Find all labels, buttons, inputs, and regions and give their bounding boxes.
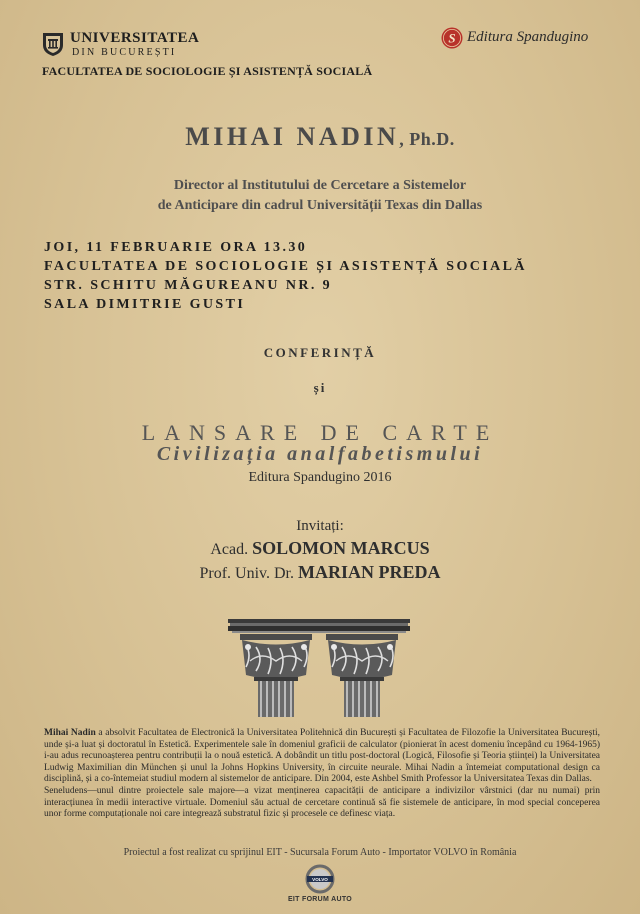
guests-heading: Invitați: <box>296 518 344 534</box>
book-launch-label: LANSARE DE CARTE <box>141 420 499 445</box>
guest-1-name: SOLOMON MARCUS <box>252 538 430 558</box>
corinthian-capitals-illustration <box>228 617 410 717</box>
speaker-role-line-2: de Anticipare din cadrul Universității Texas din Dallas <box>157 198 483 213</box>
volvo-logo-icon <box>304 864 336 894</box>
speaker-heading <box>0 122 640 152</box>
volvo-dealer-label: EIT FORUM AUTO <box>287 896 353 903</box>
sponsor-note: Proiectul a fost realizat cu sprijinul EIT - Sucursala Forum Auto - Importator VOLVO în România <box>123 847 517 858</box>
and-label: și <box>313 380 327 395</box>
guest-1 <box>0 538 640 559</box>
event-venue: FACULTATEA DE SOCIOLOGIE ȘI ASISTENȚĂ SOCIALĂ <box>44 259 527 274</box>
event-room: SALA DIMITRIE GUSTI <box>44 297 246 312</box>
biography-paragraph-1 <box>44 728 600 786</box>
guest-2 <box>0 562 640 583</box>
speaker-role-line-1: Director al Institutului de Cercetare a Sistemelor <box>173 178 467 193</box>
guest-2-prefix: Prof. Univ. Dr. <box>199 565 298 582</box>
publisher-name: Editura Spandugino <box>467 29 589 45</box>
speaker-name: MIHAI NADIN <box>185 122 400 151</box>
book-edition: Editura Spandugino 2016 <box>248 470 392 485</box>
university-crest-icon <box>42 31 64 57</box>
book-title: Civilizația analfabetismului <box>156 443 484 465</box>
biography-paragraph-2: Seneludens—unul dintre proiectele sale majore—a vizat menținerea capacității de anticipare a indivizilor vârstnici (dar nu numai) prin interacțiunea în medii interactive virtuale. Domeniul său actual de cercetare continuă să fie sistemele de anticipare, în mod special conceperea unor forme computaționale noi care integrează substratul fizic și procesele ce definesc viața. <box>44 785 600 820</box>
event-date: JOI, 11 FEBRUARIE ORA 13.30 <box>44 240 308 255</box>
speaker-title: , Ph.D. <box>399 129 455 149</box>
guest-2-name: MARIAN PREDA <box>298 562 441 582</box>
faculty-name: FACULTATEA DE SOCIOLOGIE ȘI ASISTENȚĂ SOCIALĂ <box>42 64 373 78</box>
publisher-logo-icon <box>441 27 463 49</box>
biography-text-1: a absolvit Facultatea de Electronică la Universitatea Politehnică din București și Facultatea de Filozofie la Universitatea București, unde și-a luat și doctoratul în Estetică. Experimentele sale în domeniul graficii de calculator (pionierat în acest domeniu începând cu 1964-1965) i-au adus recunoașterea pentru contribuții la o nouă estetică. A dobândit un titlu post-doctoral (Logică, Filosofie și Teoria științei) la Universitatea Ludwig Maximilian din München și unul la Johns Hopkins University, în circuite neurale. Mihai Nadin a întemeiat computational design ca disciplină, și a co-întemeiat studiul modern al sistemelor de anticipare. Din 2004, este Ashbel Smith Professor la Universitatea Texas din Dallas. <box>44 728 600 785</box>
guest-1-prefix: Acad. <box>210 541 253 558</box>
svg-text:VOLVO: VOLVO <box>312 876 328 882</box>
event-address: STR. SCHITU MĂGUREANU NR. 9 <box>44 278 333 293</box>
svg-text:S: S <box>448 30 456 46</box>
conference-label: CONFERINȚĂ <box>263 345 377 360</box>
biography-name: Mihai Nadin <box>44 728 96 738</box>
biography <box>44 728 600 821</box>
university-name: UNIVERSITATEA <box>70 30 200 46</box>
university-subtitle: DIN BUCUREȘTI <box>72 47 177 58</box>
